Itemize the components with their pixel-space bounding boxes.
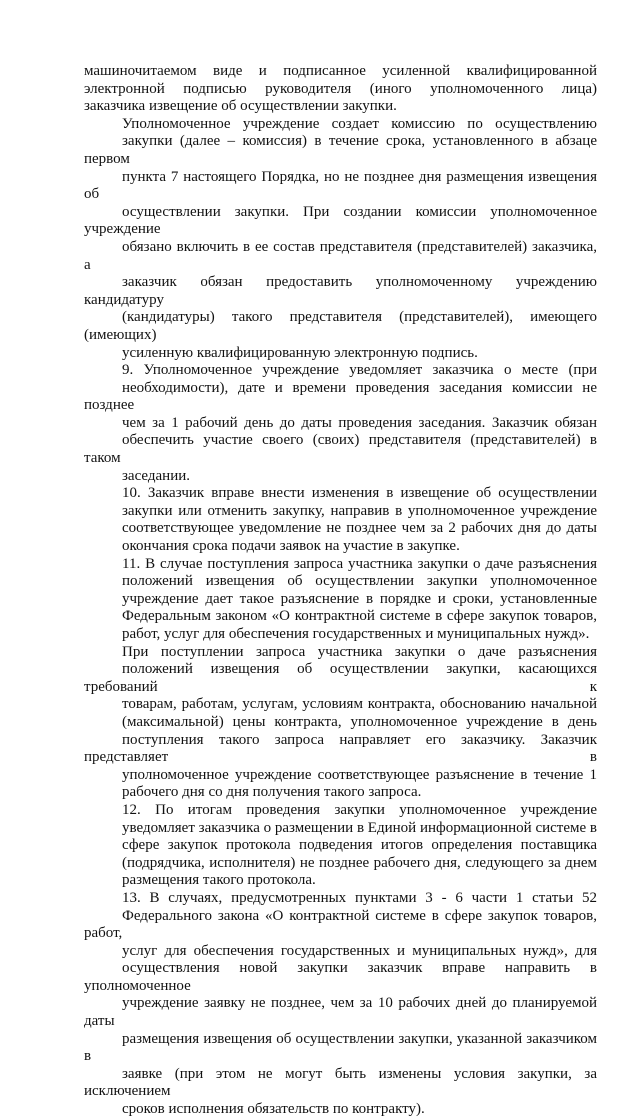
text-line: необходимости), дате и времени проведения заседания комиссии не позднее bbox=[84, 379, 597, 414]
text-line: Федеральным законом «О контрактной системе в сфере закупок товаров, bbox=[122, 608, 597, 625]
text-line: машиночитаемом виде и подписанное усиленной квалифицированной bbox=[84, 63, 597, 79]
paragraph bbox=[84, 556, 597, 644]
text-line: усиленную квалифицированную электронную подпись. bbox=[122, 344, 478, 361]
text-line: сроков исполнения обязательств по контракту). bbox=[122, 1101, 425, 1118]
text-line: товарам, работам, услугам, условиям контракта, обоснованию начальной bbox=[122, 696, 597, 713]
text-line: соответствующее уведомление не позднее чем за 2 рабочих дня до даты bbox=[122, 520, 597, 537]
text-line: закупки (далее – комиссия) в течение срока, установленного в абзаце первом bbox=[84, 133, 597, 167]
text-line: рабочего дня со дня получения такого запроса. bbox=[122, 784, 422, 801]
text-line: закупки или отменить закупку, направив в уполномоченное учреждение bbox=[122, 502, 597, 519]
document-body bbox=[84, 63, 597, 1119]
text-line: При поступлении запроса участника закупки о даче разъяснения bbox=[122, 643, 597, 660]
paragraph bbox=[84, 485, 597, 555]
text-line: окончания срока подачи заявок на участие в закупке. bbox=[122, 538, 460, 555]
text-line: сфере закупок протокола подведения итогов определения поставщика bbox=[122, 837, 597, 854]
text-line: 12. По итогам проведения закупки уполномоченное учреждение bbox=[122, 801, 597, 818]
text-line: заявке (при этом не могут быть изменены условия закупки, за исключением bbox=[84, 1065, 597, 1100]
text-line: размещения извещения об осуществлении закупки, указанной заказчиком в bbox=[84, 1030, 597, 1065]
text-line: Уполномоченное учреждение создает комиссию по осуществлению bbox=[122, 115, 597, 132]
paragraph bbox=[84, 890, 597, 1119]
paragraph bbox=[84, 644, 597, 802]
text-line: уведомляет заказчика о размещении в Единой информационной системе в bbox=[122, 819, 597, 836]
text-line: осуществления новой закупки заказчик вправе направить в уполномоченное bbox=[84, 960, 597, 994]
text-line: размещения такого протокола. bbox=[122, 872, 316, 889]
text-line: учреждение дает такое разъяснение в порядке и сроки, установленные bbox=[122, 590, 597, 607]
text-line: услуг для обеспечения государственных и муниципальных нужд», для bbox=[122, 942, 597, 959]
text-line: осуществлении закупки. При создании комиссии уполномоченное учреждение bbox=[84, 203, 597, 238]
text-line: заказчик обязан предоставить уполномоченному учреждению кандидатуру bbox=[84, 274, 597, 308]
paragraph bbox=[84, 362, 597, 485]
text-line: (подрядчика, исполнителя) не позднее рабочего дня, следующего за днем bbox=[122, 854, 597, 871]
text-line: положений извещения об осуществлении закупки уполномоченное bbox=[122, 573, 597, 590]
text-line: (максимальной) цены контракта, уполномоченное учреждение в день bbox=[122, 713, 597, 730]
text-line: учреждение заявку не позднее, чем за 10 рабочих дней до планируемой даты bbox=[84, 995, 597, 1030]
paragraph bbox=[84, 63, 597, 116]
text-line: 10. Заказчик вправе внести изменения в извещение об осуществлении bbox=[122, 485, 597, 502]
text-line: 9. Уполномоченное учреждение уведомляет заказчика о месте (при bbox=[122, 362, 597, 379]
text-line: пункта 7 настоящего Порядка, но не позднее дня размещения извещения об bbox=[84, 168, 597, 203]
paragraph bbox=[84, 116, 597, 362]
text-line: поступления такого запроса направляет его заказчику. Заказчик представляет в bbox=[84, 731, 597, 766]
paragraph bbox=[84, 802, 597, 890]
text-line: 11. В случае поступления запроса участника закупки о даче разъяснения bbox=[122, 555, 597, 572]
text-line: чем за 1 рабочий день до даты проведения заседания. Заказчик обязан bbox=[122, 414, 597, 431]
text-line: работ, услуг для обеспечения государственных и муниципальных нужд». bbox=[122, 626, 590, 642]
text-line: положений извещения об осуществлении закупки, касающихся требований к bbox=[84, 661, 597, 695]
text-line: обязано включить в ее состав представителя (представителей) заказчика, а bbox=[84, 238, 597, 273]
text-line: Федерального закона «О контрактной системе в сфере закупок товаров, работ, bbox=[84, 907, 597, 942]
text-line: заседании. bbox=[122, 467, 191, 484]
text-line: уполномоченное учреждение соответствующее разъяснение в течение 1 bbox=[122, 766, 597, 783]
text-line: заказчика извещение об осуществлении закупки. bbox=[84, 98, 397, 115]
text-line: 13. В случаях, предусмотренных пунктами 3 - 6 части 1 статьи 52 bbox=[122, 889, 597, 906]
text-line: электронной подписью руководителя (иного уполномоченного лица) bbox=[84, 80, 597, 97]
text-line: обеспечить участие своего (своих) представителя (представителей) в таком bbox=[84, 432, 597, 467]
text-line: (кандидатуры) такого представителя (представителей), имеющего (имеющих) bbox=[84, 309, 597, 343]
